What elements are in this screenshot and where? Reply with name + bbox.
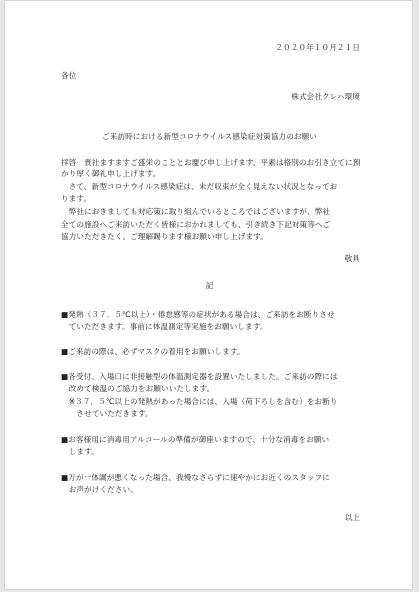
list-item-line: ■万が一体調が悪くなった場合、我慢なさらずに速やかにお近くのスタッフに <box>61 473 330 482</box>
company-name: 株式会社クレハ環境 <box>291 92 360 101</box>
document-title: ご来訪時における新型コロナウイルス感染症対策協力のお願い <box>102 132 317 141</box>
greeting-line: 全ての施設へご来訪いただく皆様におかれましても、引き続き下記対策等へご <box>61 220 331 229</box>
list-item-line: ていただきます。事前に体温測定等実施をお願いします。 <box>61 322 268 331</box>
document-page <box>4 0 413 590</box>
greeting-line: かり厚く御礼申し上げます。 <box>61 169 161 178</box>
list-item-line: ■発熱（３７．５℃以上）・倦怠感等の症状がある場合は、ご来訪をお断りさせ <box>61 310 335 319</box>
list-item-line: ■お客様用に消毒用アルコールの準備が御座いますので、十分な消毒をお願い <box>61 435 330 444</box>
end-mark: 以上 <box>344 513 360 522</box>
greeting-line: さて、新型コロナウイルス感染症は、未だ収束が全く見えない状況となってお <box>61 182 338 191</box>
notes-heading: 記 <box>205 281 214 290</box>
greeting-line: ります。 <box>61 194 92 203</box>
greeting-line: 拝啓 貴社ますますご盛栄のこととお慶び申し上げます。平素は格別のお引き立てに預 <box>61 158 361 167</box>
document-date: ２０２０年１０月２１日 <box>275 43 360 52</box>
list-item-line: お声がけください。 <box>61 485 138 494</box>
list-item-line: ■各受付、入場口に非接触型の体温測定器を設置いたしました。ご来訪の際には <box>61 372 338 381</box>
list-item-line: します。 <box>61 447 99 456</box>
recipient-line: 各位 <box>61 71 77 80</box>
list-item-line: ■ご来訪の際は、必ずマスクの着用をお願いします。 <box>61 347 245 356</box>
list-item-line: ※３７．５℃以上の発熱があった場合には、入場（荷下ろしを含む）をお断り <box>61 397 338 406</box>
closing-salutation: 敬具 <box>344 254 360 263</box>
greeting-line: 弊社におきましても対応策に取り組んでいるところではございますが、弊社 <box>61 207 331 216</box>
list-item-line: させていただきます。 <box>61 409 153 418</box>
greeting-line: 協力いただきたく、ご理解賜ります様お願い申し上げます。 <box>61 232 268 241</box>
list-item-line: 改めて検温のご協力をお願いいたします。 <box>61 384 215 393</box>
